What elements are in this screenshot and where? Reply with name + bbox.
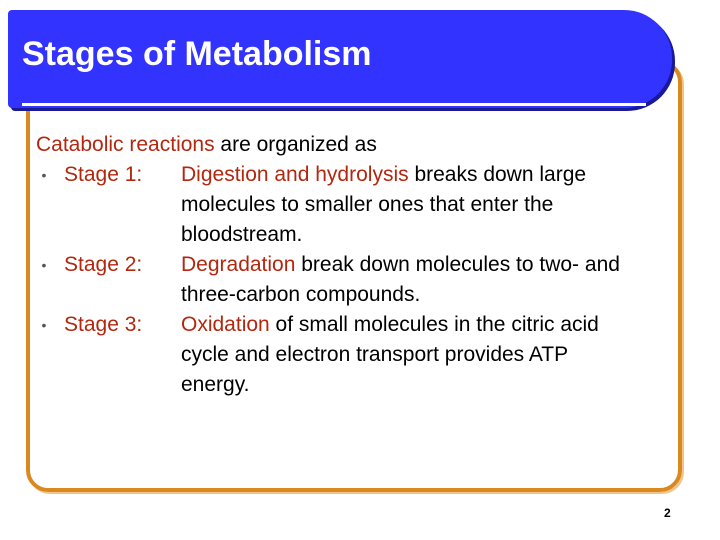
- slide-body: [36, 130, 676, 400]
- stage-label: Stage 1:: [64, 163, 143, 186]
- slide-title: Stages of Metabolism: [22, 35, 372, 73]
- intro-highlight: Catabolic reactions: [36, 133, 215, 156]
- title-underline: [22, 103, 646, 106]
- stage-description: [181, 250, 641, 310]
- bullet-icon: •: [41, 167, 47, 183]
- stage-item-3: [36, 310, 676, 400]
- stage-highlight: Oxidation: [181, 313, 270, 336]
- intro-line: [36, 130, 676, 160]
- bullet-icon: •: [41, 257, 47, 273]
- stage-rest: of small molecules in the citric acid cycle and electron transport provides ATP energy.: [181, 313, 599, 396]
- page-number: 2: [664, 506, 671, 520]
- stage-rest: breaks down large molecules to smaller ones that enter the bloodstream.: [181, 163, 587, 246]
- stage-highlight: Degradation: [181, 253, 296, 276]
- stage-item-1: [36, 160, 676, 250]
- stage-rest: break down molecules to two- and three-carbon compounds.: [181, 253, 620, 306]
- stage-label: Stage 2:: [64, 253, 143, 276]
- bullet-icon: •: [41, 317, 47, 333]
- stage-highlight: Digestion and hydrolysis: [181, 163, 409, 186]
- stage-description: [181, 310, 641, 400]
- stage-description: [181, 160, 641, 250]
- stage-item-2: [36, 250, 676, 310]
- stage-label: Stage 3:: [64, 313, 143, 336]
- intro-rest: are organized as: [214, 133, 377, 156]
